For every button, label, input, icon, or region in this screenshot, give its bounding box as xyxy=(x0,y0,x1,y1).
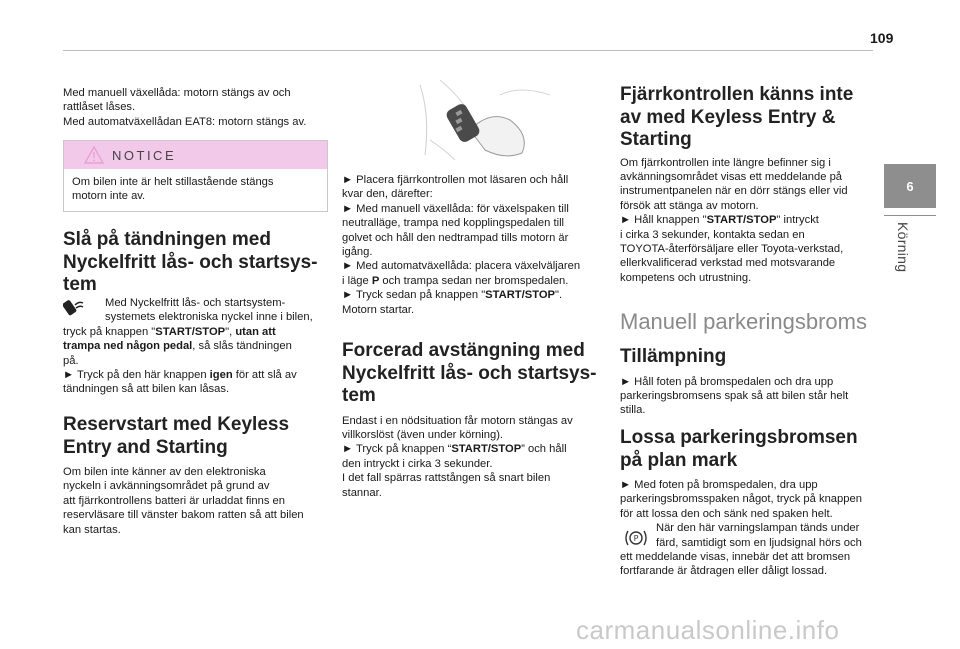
heading-start-2: Nyckelfritt lås- och startsys- xyxy=(63,251,318,273)
notice-line-2: motorn inte av. xyxy=(72,190,146,203)
step2-line-1: ► Med manuell växellåda: för växelspaken till xyxy=(342,202,569,215)
forced-line-1: Endast i en nödsituation får motorn stängas av xyxy=(342,414,573,427)
release-line-2: parkeringsbromsspaken något, tryck på knappen xyxy=(620,493,862,506)
start-line-5: på. xyxy=(63,354,79,367)
intro-line-1: Med manuell växellåda: motorn stängs av och xyxy=(63,87,291,99)
page-number: 109 xyxy=(870,30,894,46)
chapter-tab[interactable] xyxy=(884,164,936,208)
step3-line-1: ► Med automatväxellåda: placera växelväljaren xyxy=(342,260,581,273)
heading-release-1: Lossa parkeringsbromsen xyxy=(620,427,858,448)
column-1 xyxy=(63,86,328,129)
remote-line-2: avkänningsområdet visas ett meddelande på xyxy=(620,170,843,183)
forced-line-3: ► Tryck på knappen “START/STOP” och håll xyxy=(342,443,567,456)
notice-line-1: Om bilen inte är helt stillastående stängs xyxy=(72,176,274,188)
section-forced xyxy=(342,340,604,500)
section-manual-brake xyxy=(620,309,882,335)
reserve-line-5: kan startas. xyxy=(63,523,121,536)
remote-line-4: försök att stänga av motorn. xyxy=(620,199,759,212)
reserve-line-1: Om bilen inte känner av den elektroniska xyxy=(63,466,266,478)
header-rule xyxy=(63,50,873,51)
reserve-line-4: reservläsare till vänster bakom ratten så att bilen xyxy=(63,509,304,522)
remote-line-3: instrumentpanelen när en dörr stängs eller vid xyxy=(620,185,848,198)
release-line-3: för att lossa den och sänk ned spaken helt. xyxy=(620,507,833,520)
chapter-number: 6 xyxy=(906,178,914,194)
start-line-3: tryck på knappen "START/STOP", utan att xyxy=(63,325,276,338)
start-line-1: Med Nyckelfritt lås- och startsystem- xyxy=(105,297,286,309)
apply-line-2: parkeringsbromsens spak så att bilen står helt xyxy=(620,389,849,402)
section-reserve xyxy=(63,414,328,537)
remote-line-5: ► Håll knappen "START/STOP" intryckt xyxy=(620,214,819,227)
step4-line-1: ► Tryck sedan på knappen "START/STOP". xyxy=(342,289,563,302)
notice-body xyxy=(64,169,327,210)
warning-triangle-icon xyxy=(84,146,104,164)
intro-line-2: rattlåset låses. xyxy=(63,101,136,114)
notice-box xyxy=(63,140,328,212)
forced-line-5: I det fall spärras rattstången så snart bilen xyxy=(342,472,551,485)
heading-forced-3: tem xyxy=(342,385,376,406)
chapter-tab-rule xyxy=(884,215,936,216)
step3-line-2: i läge P och trampa sedan ner bromspedalen. xyxy=(342,274,569,287)
reserve-line-2: nyckeln i avkänningsområdet på grund av xyxy=(63,480,270,493)
remote-line-6: i cirka 3 sekunder, kontakta sedan en xyxy=(620,228,805,241)
reserve-line-3: att fjärrkontrollens batteri är urladdat finns en xyxy=(63,494,286,507)
svg-text:P: P xyxy=(633,534,639,543)
step4-line-2: Motorn startar. xyxy=(342,303,415,316)
section-release xyxy=(620,427,882,579)
apply-line-1: ► Håll foten på bromspedalen och dra upp xyxy=(620,375,834,388)
forced-line-2: villkorslöst (även under körning). xyxy=(342,428,504,441)
release-line-1: ► Med foten på bromspedalen, dra upp xyxy=(620,479,818,491)
start-line-4: trampa ned någon pedal, så slås tändningen xyxy=(63,340,292,353)
heading-apply: Tillämpning xyxy=(620,346,727,367)
start-line-2: systemets elektroniska nyckel inne i bilen, xyxy=(105,311,313,324)
release-line-7: fortfarande är åtdragen eller dåligt lossad. xyxy=(620,565,828,578)
section-start-heading xyxy=(63,229,328,297)
forced-line-4: den intryckt i cirka 3 sekunder. xyxy=(342,457,493,470)
brake-warning-lamp-icon xyxy=(624,528,648,548)
heading-remote-2: av med Keyless Entry & xyxy=(620,106,836,128)
step2-line-3: golvet och håll den nedtrampad tills motorn är xyxy=(342,231,569,244)
step2-line-4: igång. xyxy=(342,246,373,259)
heading-reserve-1: Reservstart med Keyless xyxy=(63,414,290,435)
heading-start-1: Slå på tändningen med xyxy=(63,229,271,250)
heading-remote-1: Fjärrkontrollen känns inte xyxy=(620,84,854,105)
apply-line-3: stilla. xyxy=(620,404,646,417)
heading-release-2: på plan mark xyxy=(620,449,738,471)
column-2-steps xyxy=(342,173,604,317)
release-line-6: ett meddelande visas, innebär det att bromsen xyxy=(620,551,851,564)
section-apply xyxy=(620,346,882,418)
remote-line-1: Om fjärrkontrollen inte längre befinner sig i xyxy=(620,156,831,169)
step1-line-2: kvar den, därefter: xyxy=(342,188,433,201)
remote-line-9: kompetens och utrustning. xyxy=(620,271,752,284)
heading-remote-3: Starting xyxy=(620,129,692,150)
heading-reserve-2: Entry and Starting xyxy=(63,436,228,458)
release-line-4: När den här varningslampan tänds under xyxy=(656,522,860,535)
forced-line-6: stannar. xyxy=(342,486,382,499)
step2-line-2: neutralläge, trampa ned kopplingspedalen till xyxy=(342,217,565,230)
remote-line-8: ellerkvalificerad verkstad med motsvarande xyxy=(620,257,836,270)
start-line-6: ► Tryck på den här knappen igen för att slå av xyxy=(63,369,297,382)
step1-line-1: ► Placera fjärrkontrollen mot läsaren och håll xyxy=(342,174,569,186)
start-line-7: tändningen så att bilen kan låsas. xyxy=(63,383,230,396)
notice-title: NOTICE xyxy=(112,147,177,163)
intro-line-3: Med automatväxellådan EAT8: motorn stängs av. xyxy=(63,115,307,128)
heading-forced-2: Nyckelfritt lås- och startsys- xyxy=(342,362,597,384)
watermark: carmanualsonline.info xyxy=(576,615,840,645)
chapter-label: Körning xyxy=(895,222,911,273)
release-line-5: färd, samtidigt som en ljudsignal hörs och xyxy=(656,536,862,549)
remote-line-7: TOYOTA-återförsäljare eller Toyota-verkstad, xyxy=(620,242,844,255)
key-reader-illustration xyxy=(410,75,560,165)
section-start-body xyxy=(63,296,328,397)
heading-forced-1: Forcerad avstängning med xyxy=(342,340,585,361)
heading-manual-brake: Manuell parkeringsbroms xyxy=(620,309,867,334)
section-remote xyxy=(620,84,882,285)
heading-start-3: tem xyxy=(63,274,97,295)
notice-header xyxy=(64,141,327,169)
